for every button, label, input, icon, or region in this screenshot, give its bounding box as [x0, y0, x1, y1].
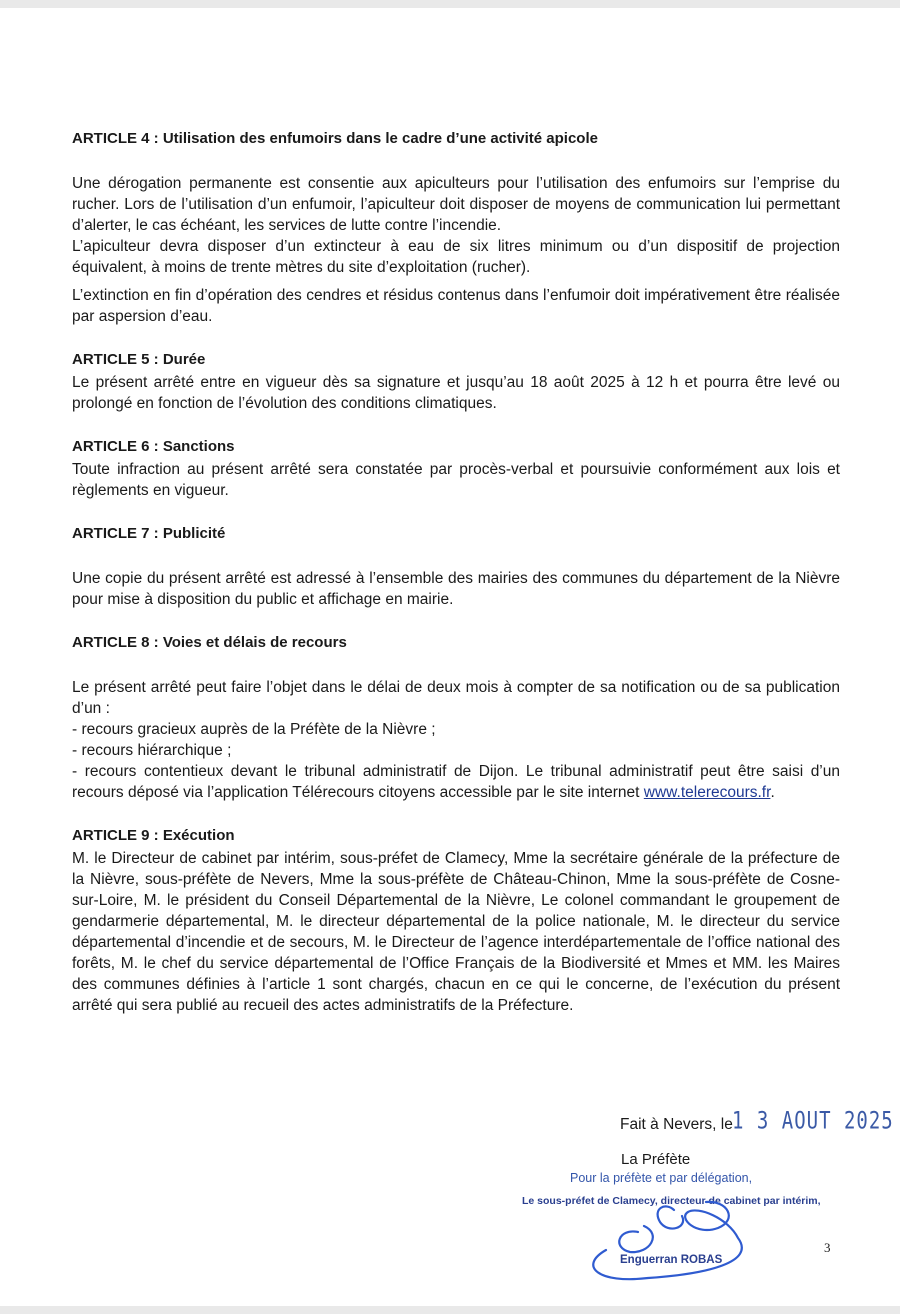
signatory-name: Enguerran ROBAS — [620, 1254, 723, 1266]
article-8-intro: Le présent arrêté peut faire l’objet dans le délai de deux mois à compter de sa notification ou de sa publication d’un : — [72, 679, 840, 717]
date-stamp: 1 3 AOUT 2025 — [732, 1107, 894, 1135]
article-7-heading: ARTICLE 7 : Publicité — [72, 525, 226, 542]
article-9-heading: ARTICLE 9 : Exécution — [72, 827, 235, 844]
article-4-paragraph-1: Une dérogation permanente est consentie aux apiculteurs pour l’utilisation des enfumoirs sur l’emprise du rucher. Lors de l’utilisation d’un enfumoir, l’apiculteur doit disposer de moyens de communication lui permettant d’alerter, le cas échéant, les services de lutte contre l’incendie. — [72, 175, 840, 234]
article-4-paragraph-2: L’apiculteur devra disposer d’un extincteur à eau de six litres minimum ou d’un dispositif de projection équivalent, à moins de trente mètres du site d’exploitation (rucher). — [72, 238, 840, 276]
recours-item-hierarchique: - recours hiérarchique ; — [72, 742, 232, 759]
page-number: 3 — [824, 1240, 831, 1255]
recours-contentieux-text: - recours contentieux devant le tribunal administratif de Dijon. Le tribunal administratif peut être saisi d’un recours déposé via l’application Télérecours citoyens accessible par le site internet — [72, 763, 840, 801]
recours-item-gracieux: - recours gracieux auprès de la Préfète de la Nièvre ; — [72, 721, 436, 738]
telerecours-link[interactable]: www.telerecours.fr — [643, 784, 771, 801]
recours-item-contentieux — [72, 761, 840, 803]
article-4-heading: ARTICLE 4 : Utilisation des enfumoirs dans le cadre d’une activité apicole — [72, 130, 598, 147]
prefete-title: La Préfète — [621, 1151, 691, 1168]
fait-a-label: Fait à Nevers, le — [620, 1116, 733, 1133]
document-body — [72, 128, 840, 1016]
delegation-stamp: Pour la préfète et par délégation, — [570, 1171, 753, 1185]
article-6-paragraph: Toute infraction au présent arrêté sera constatée par procès-verbal et poursuivie conformément aux lois et règlements en vigueur. — [72, 461, 840, 499]
article-6-heading: ARTICLE 6 : Sanctions — [72, 438, 235, 455]
article-5-heading: ARTICLE 5 : Durée — [72, 351, 206, 368]
role-stamp: Le sous-préfet de Clamecy, directeur de cabinet par intérim, — [522, 1195, 821, 1207]
article-4-paragraph-3: L’extinction en fin d’opération des cendres et résidus contenus dans l’enfumoir doit impérativement être réalisée par aspersion d’eau. — [72, 287, 840, 325]
article-8-heading: ARTICLE 8 : Voies et délais de recours — [72, 634, 347, 651]
link-suffix: . — [770, 784, 775, 801]
article-9-paragraph: M. le Directeur de cabinet par intérim, sous-préfet de Clamecy, Mme la secrétaire générale de la préfecture de la Nièvre, sous-préfète de Nevers, Mme la sous-préfète de Château-Chinon, Mme la sous-préfète de Cosne-sur-Loire, M. le président du Conseil Départemental de la Nièvre, Le colonel commandant le groupement de gendarmerie départemental, M. le directeur départemental de la police nationale, M. le directeur du service départemental d’incendie et de secours, M. le Directeur de l’agence interdépartementale de l’office national des forêts, M. le chef du service départemental de l’Office Français de la Biodiversité et Mmes et MM. les Maires des communes définies à l’article 1 sont chargés, chacun en ce qui le concerne, de l’exécution du présent arrêté qui sera publié au recueil des actes administratifs de la Préfecture. — [72, 850, 840, 1014]
article-5-paragraph: Le présent arrêté entre en vigueur dès sa signature et jusqu’au 18 août 2025 à 12 h et pourra être levé ou prolongé en fonction de l’évolution des conditions climatiques. — [72, 374, 840, 412]
article-7-paragraph: Une copie du présent arrêté est adressé à l’ensemble des mairies des communes du département de la Nièvre pour mise à disposition du public et affichage en mairie. — [72, 570, 840, 608]
